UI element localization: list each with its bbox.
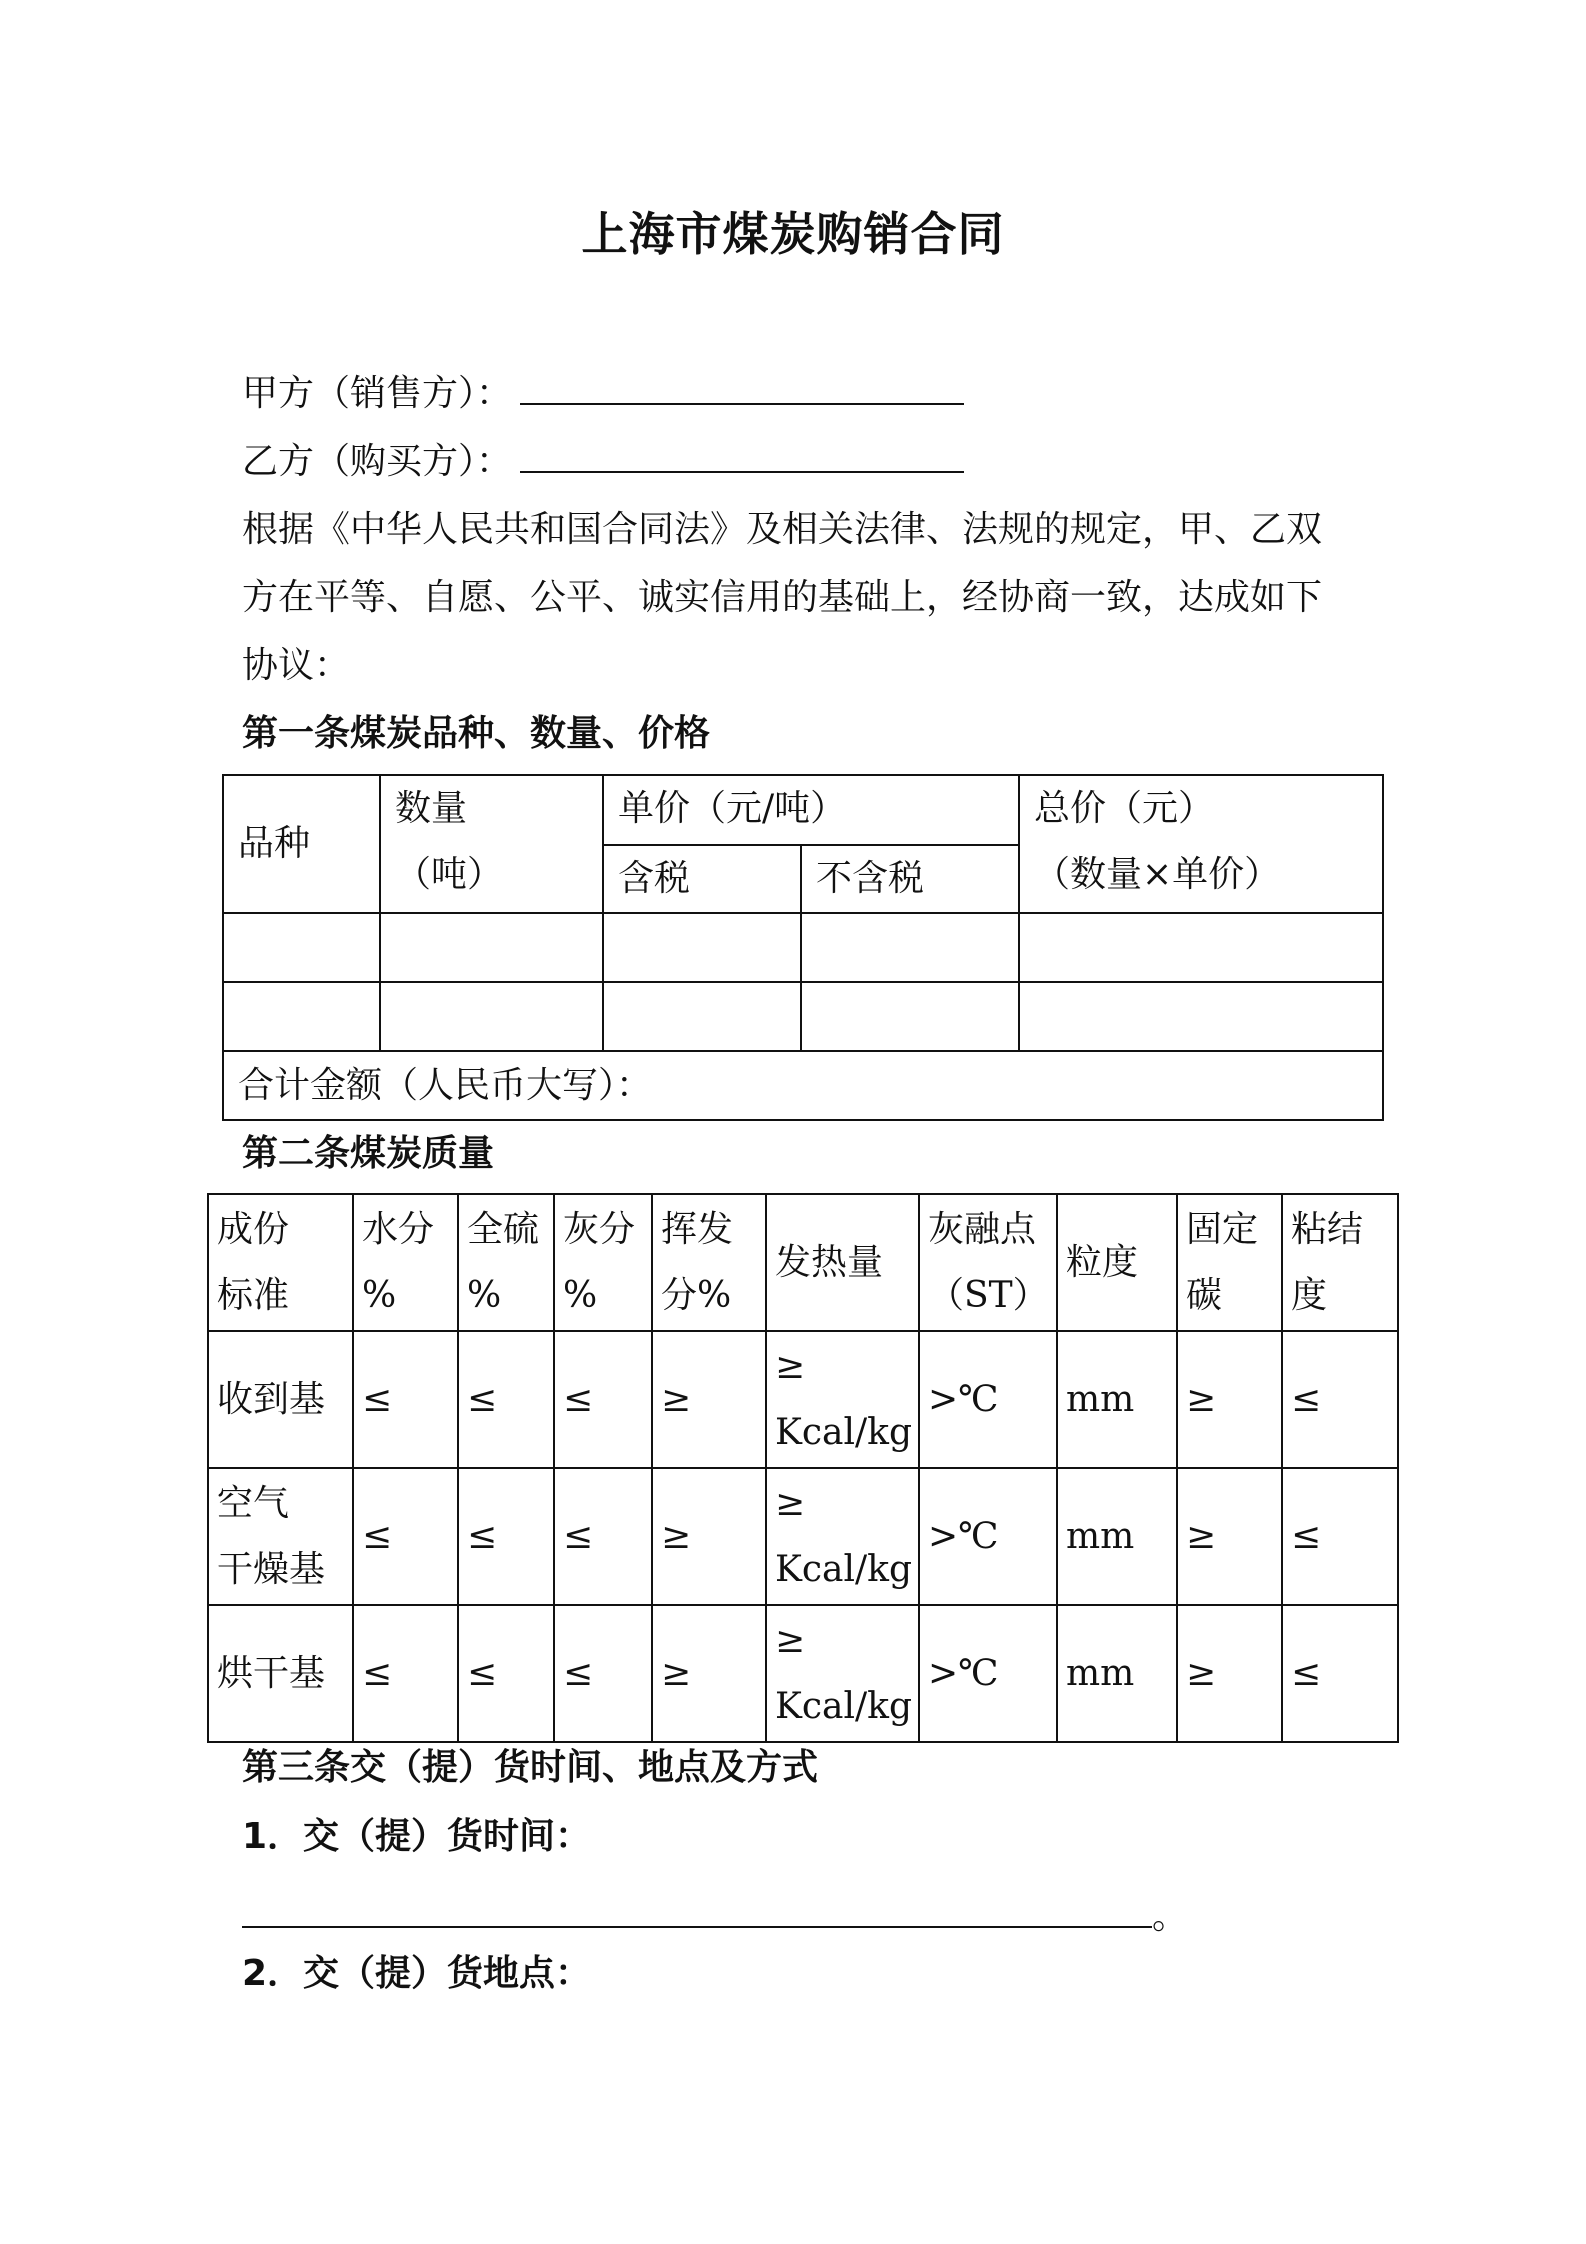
header-ash-fusion [919, 1194, 1057, 1331]
header-total-sulfur-l2: % [467, 1274, 502, 1316]
quality-cell[interactable]: >℃ [919, 1468, 1057, 1605]
header-tax-excluded: 不含税 [801, 845, 1019, 913]
party-b-label: 乙方（购买方）： [242, 441, 513, 482]
header-unit-price: 单价（元/吨） [603, 775, 1019, 845]
total-amount-cell[interactable]: 合计金额（人民币大写）： [223, 1051, 1383, 1120]
article2-heading: 第二条煤炭质量 [242, 1133, 495, 1174]
row-basis-name-line: 空气 [217, 1482, 290, 1524]
header-ash-fusion-l1: 灰融点 [928, 1208, 1037, 1250]
header-total-line2: （数量×单价） [1034, 854, 1281, 895]
header-caking [1282, 1194, 1398, 1331]
quality-cell[interactable]: ≤ [458, 1468, 554, 1605]
cell-quantity[interactable] [380, 913, 603, 982]
quality-cell[interactable]: ≤ [458, 1605, 554, 1742]
header-caking-l2: 度 [1291, 1274, 1328, 1316]
quality-cell[interactable]: >℃ [919, 1331, 1057, 1468]
row-basis-name [208, 1605, 353, 1742]
quality-cell[interactable] [766, 1468, 919, 1605]
cell-price-tax-incl[interactable] [603, 982, 801, 1051]
quality-cell[interactable]: ≤ [1282, 1331, 1398, 1468]
delivery-place-label: 2．交（提）货地点： [242, 1953, 592, 1994]
header-total [1019, 775, 1383, 913]
header-ash-fusion-l2: （ST） [928, 1274, 1049, 1316]
quality-cell[interactable]: ≥ [652, 1468, 766, 1605]
cell-total[interactable] [1019, 982, 1383, 1051]
party-b-line [242, 440, 964, 484]
header-tax-included: 含税 [603, 845, 801, 913]
quality-cell[interactable]: >℃ [919, 1605, 1057, 1742]
intro-line-1: 根据《中华人民共和国合同法》及相关法律、法规的规定，甲、乙双 [242, 509, 1323, 550]
table-row [208, 1331, 1398, 1468]
quality-cell-unit: Kcal/kg [775, 1685, 913, 1727]
quality-cell[interactable]: ≤ [353, 1605, 458, 1742]
price-table [222, 774, 1384, 1121]
table-row [223, 913, 1383, 982]
quality-cell[interactable]: ≥ [1177, 1331, 1282, 1468]
row-basis-name [208, 1331, 353, 1468]
quality-cell[interactable] [766, 1605, 919, 1742]
header-ash-l1: 灰分 [563, 1208, 636, 1250]
quality-table [207, 1193, 1399, 1743]
quality-cell[interactable]: ≥ [652, 1605, 766, 1742]
header-quantity-line2: （吨） [395, 854, 504, 895]
cell-quantity[interactable] [380, 982, 603, 1051]
quality-cell[interactable]: ≤ [353, 1331, 458, 1468]
quality-cell-unit: Kcal/kg [775, 1548, 913, 1590]
document-title: 上海市煤炭购销合同 [581, 207, 1005, 261]
quality-cell-symbol: ≥ [775, 1482, 806, 1524]
header-fixed-carbon-l2: 碳 [1186, 1274, 1223, 1316]
cell-price-tax-incl[interactable] [603, 913, 801, 982]
intro-line-2: 方在平等、自愿、公平、诚实信用的基础上，经协商一致，达成如下 [242, 577, 1323, 618]
quality-cell[interactable]: ≤ [353, 1468, 458, 1605]
article3-heading: 第三条交（提）货时间、地点及方式 [242, 1747, 819, 1788]
quality-cell-symbol: ≥ [775, 1619, 806, 1661]
header-total-sulfur-l1: 全硫 [467, 1208, 540, 1250]
quality-cell[interactable]: mm [1057, 1468, 1177, 1605]
row-basis-name [208, 1468, 353, 1605]
cell-variety[interactable] [223, 982, 380, 1051]
quality-rows [208, 1331, 1398, 1742]
delivery-time-line [242, 1895, 1188, 1939]
party-a-blank[interactable] [520, 373, 964, 405]
header-volatile-l2: 分% [661, 1274, 732, 1316]
article1-heading: 第一条煤炭品种、数量、价格 [242, 713, 711, 754]
header-volatile [652, 1194, 766, 1331]
quality-cell[interactable]: ≥ [652, 1331, 766, 1468]
party-a-line [242, 372, 964, 416]
cell-variety[interactable] [223, 913, 380, 982]
cell-price-tax-excl[interactable] [801, 913, 1019, 982]
header-total-line1: 总价（元） [1034, 788, 1215, 829]
quality-cell[interactable]: ≥ [1177, 1605, 1282, 1742]
header-standard-l1: 成份 [217, 1208, 290, 1250]
intro-line-3: 协议： [242, 645, 351, 686]
quality-cell-symbol: ≥ [775, 1345, 806, 1387]
delivery-time-label: 1．交（提）货时间： [242, 1816, 592, 1857]
quality-cell[interactable]: mm [1057, 1605, 1177, 1742]
delivery-time-blank[interactable] [242, 1896, 1152, 1928]
header-caking-l1: 粘结 [1291, 1208, 1364, 1250]
header-fixed-carbon [1177, 1194, 1282, 1331]
quality-cell[interactable]: ≤ [554, 1605, 652, 1742]
quality-cell[interactable]: ≤ [458, 1331, 554, 1468]
quality-cell[interactable]: ≤ [554, 1468, 652, 1605]
quality-cell-unit: Kcal/kg [775, 1411, 913, 1453]
header-calorific: 发热量 [766, 1194, 919, 1331]
header-granularity: 粒度 [1057, 1194, 1177, 1331]
quality-cell[interactable] [766, 1331, 919, 1468]
header-quantity [380, 775, 603, 913]
header-moisture-l1: 水分 [362, 1208, 435, 1250]
row-basis-name-line: 干燥基 [217, 1548, 326, 1590]
header-volatile-l1: 挥发 [661, 1208, 734, 1250]
party-a-label: 甲方（销售方）： [242, 373, 513, 414]
table-row [208, 1468, 1398, 1605]
quality-cell[interactable]: ≥ [1177, 1468, 1282, 1605]
header-variety: 品种 [223, 775, 380, 913]
row-basis-name-line: 烘干基 [217, 1652, 326, 1694]
quality-cell[interactable]: mm [1057, 1331, 1177, 1468]
quality-cell[interactable]: ≤ [1282, 1468, 1398, 1605]
header-fixed-carbon-l1: 固定 [1186, 1208, 1259, 1250]
cell-price-tax-excl[interactable] [801, 982, 1019, 1051]
header-moisture-l2: % [362, 1274, 397, 1316]
party-b-blank[interactable] [520, 441, 964, 473]
table-row [208, 1605, 1398, 1742]
quality-cell[interactable]: ≤ [554, 1331, 652, 1468]
cell-total[interactable] [1019, 913, 1383, 982]
table-row [223, 982, 1383, 1051]
delivery-time-end-mark: 。 [1152, 1896, 1189, 1937]
header-standard [208, 1194, 353, 1331]
quality-cell[interactable]: ≤ [1282, 1605, 1398, 1742]
header-total-sulfur [458, 1194, 554, 1331]
header-ash-l2: % [563, 1274, 598, 1316]
row-basis-name-line: 收到基 [217, 1378, 326, 1420]
header-quantity-line1: 数量 [395, 788, 468, 829]
header-ash [554, 1194, 652, 1331]
header-moisture [353, 1194, 458, 1331]
header-standard-l2: 标准 [217, 1274, 290, 1316]
